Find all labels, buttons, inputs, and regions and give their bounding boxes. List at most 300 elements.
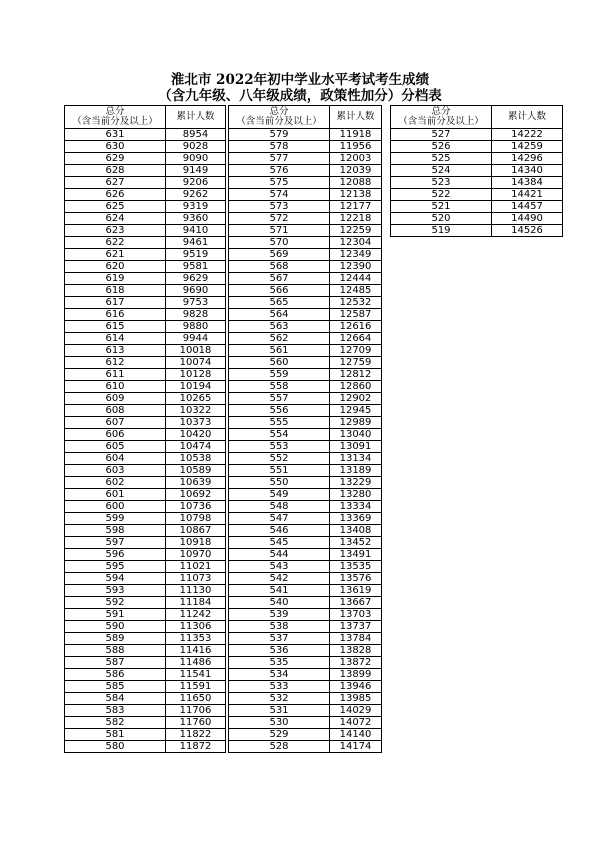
cumulative-count-cell: 14340 <box>492 165 563 177</box>
table-row <box>65 477 226 489</box>
table-row <box>65 453 226 465</box>
table-row <box>65 681 226 693</box>
header-score-line1: 总分 <box>269 105 289 117</box>
cumulative-count-cell: 13872 <box>330 657 382 669</box>
cumulative-count-cell: 13369 <box>330 513 382 525</box>
table-row <box>229 429 382 441</box>
table-row <box>229 309 382 321</box>
score-cell: 531 <box>229 705 330 717</box>
cumulative-count-cell: 10420 <box>166 429 226 441</box>
cumulative-count-cell: 11130 <box>166 585 226 597</box>
cumulative-count-cell: 9028 <box>166 141 226 153</box>
score-cell: 555 <box>229 417 330 429</box>
cumulative-count-cell: 13091 <box>330 441 382 453</box>
cumulative-count-cell: 13334 <box>330 501 382 513</box>
score-cell: 519 <box>391 225 492 237</box>
score-cell: 593 <box>65 585 166 597</box>
score-cell: 606 <box>65 429 166 441</box>
score-cell: 599 <box>65 513 166 525</box>
score-table-1 <box>64 105 226 753</box>
score-cell: 608 <box>65 405 166 417</box>
score-cell: 611 <box>65 369 166 381</box>
cumulative-count-cell: 12218 <box>330 213 382 225</box>
table-row <box>229 741 382 753</box>
table-row <box>229 561 382 573</box>
score-cell: 583 <box>65 705 166 717</box>
cumulative-count-cell: 13452 <box>330 537 382 549</box>
cumulative-count-cell: 11242 <box>166 609 226 621</box>
score-cell: 567 <box>229 273 330 285</box>
score-cell: 623 <box>65 225 166 237</box>
cumulative-count-cell: 11486 <box>166 657 226 669</box>
score-cell: 625 <box>65 201 166 213</box>
document-title-line1: 淮北市 2022年初中学业水平考试考生成绩 <box>170 72 430 88</box>
cumulative-count-cell: 11184 <box>166 597 226 609</box>
table-row <box>65 429 226 441</box>
score-table-3 <box>390 105 563 237</box>
table-row <box>65 729 226 741</box>
cumulative-count-cell: 14222 <box>492 129 563 141</box>
header-score-line1: 总分 <box>431 105 451 117</box>
table-row <box>229 633 382 645</box>
table-row <box>65 333 226 345</box>
score-cell: 594 <box>65 573 166 585</box>
cumulative-count-cell: 12304 <box>330 237 382 249</box>
cumulative-count-cell: 13737 <box>330 621 382 633</box>
header-total-score <box>229 106 330 129</box>
score-cell: 598 <box>65 525 166 537</box>
table-row <box>65 369 226 381</box>
score-cell: 522 <box>391 189 492 201</box>
table-row <box>229 273 382 285</box>
table-header-row <box>229 106 382 129</box>
cumulative-count-cell: 8954 <box>166 129 226 141</box>
score-cell: 563 <box>229 321 330 333</box>
cumulative-count-cell: 11918 <box>330 129 382 141</box>
cumulative-count-cell: 13576 <box>330 573 382 585</box>
cumulative-count-cell: 13491 <box>330 549 382 561</box>
score-cell: 589 <box>65 633 166 645</box>
table-row <box>229 297 382 309</box>
table-row <box>65 345 226 357</box>
score-cell: 577 <box>229 153 330 165</box>
cumulative-count-cell: 13667 <box>330 597 382 609</box>
table-row <box>65 309 226 321</box>
table-row <box>65 585 226 597</box>
table-row <box>65 441 226 453</box>
table-row <box>65 261 226 273</box>
cumulative-count-cell: 12709 <box>330 345 382 357</box>
table-row <box>65 537 226 549</box>
score-cell: 568 <box>229 261 330 273</box>
cumulative-count-cell: 9319 <box>166 201 226 213</box>
score-cell: 525 <box>391 153 492 165</box>
score-cell: 529 <box>229 729 330 741</box>
score-cell: 618 <box>65 285 166 297</box>
score-cell: 586 <box>65 669 166 681</box>
score-cell: 533 <box>229 681 330 693</box>
table-row <box>65 633 226 645</box>
score-cell: 556 <box>229 405 330 417</box>
table-row <box>65 669 226 681</box>
cumulative-count-cell: 13229 <box>330 477 382 489</box>
cumulative-count-cell: 10194 <box>166 381 226 393</box>
cumulative-count-cell: 9090 <box>166 153 226 165</box>
cumulative-count-cell: 10018 <box>166 345 226 357</box>
score-cell: 561 <box>229 345 330 357</box>
table-row <box>229 285 382 297</box>
cumulative-count-cell: 10322 <box>166 405 226 417</box>
score-cell: 539 <box>229 609 330 621</box>
table-row <box>229 357 382 369</box>
cumulative-count-cell: 10639 <box>166 477 226 489</box>
cumulative-count-cell: 12860 <box>330 381 382 393</box>
score-cell: 604 <box>65 453 166 465</box>
table-row <box>391 201 563 213</box>
score-cell: 564 <box>229 309 330 321</box>
cumulative-count-cell: 10474 <box>166 441 226 453</box>
cumulative-count-cell: 13189 <box>330 465 382 477</box>
score-cell: 575 <box>229 177 330 189</box>
score-cell: 552 <box>229 453 330 465</box>
cumulative-count-cell: 14029 <box>330 705 382 717</box>
score-cell: 603 <box>65 465 166 477</box>
table-row <box>65 501 226 513</box>
cumulative-count-cell: 10128 <box>166 369 226 381</box>
score-cell: 540 <box>229 597 330 609</box>
table-row <box>229 249 382 261</box>
score-cell: 609 <box>65 393 166 405</box>
score-cell: 627 <box>65 177 166 189</box>
table-row <box>229 417 382 429</box>
cumulative-count-cell: 14072 <box>330 717 382 729</box>
score-cell: 526 <box>391 141 492 153</box>
header-cumulative-count: 累计人数 <box>492 106 563 129</box>
cumulative-count-cell: 11021 <box>166 561 226 573</box>
table-row <box>229 585 382 597</box>
cumulative-count-cell: 14140 <box>330 729 382 741</box>
cumulative-count-cell: 13784 <box>330 633 382 645</box>
cumulative-count-cell: 13899 <box>330 669 382 681</box>
table-row <box>229 489 382 501</box>
score-cell: 536 <box>229 645 330 657</box>
table-row <box>229 261 382 273</box>
cumulative-count-cell: 10736 <box>166 501 226 513</box>
score-cell: 557 <box>229 393 330 405</box>
cumulative-count-cell: 12532 <box>330 297 382 309</box>
table-row <box>65 285 226 297</box>
score-cell: 578 <box>229 141 330 153</box>
cumulative-count-cell: 10970 <box>166 549 226 561</box>
table-row <box>229 153 382 165</box>
cumulative-count-cell: 12759 <box>330 357 382 369</box>
table-row <box>229 597 382 609</box>
cumulative-count-cell: 12349 <box>330 249 382 261</box>
cumulative-count-cell: 13408 <box>330 525 382 537</box>
cumulative-count-cell: 12587 <box>330 309 382 321</box>
score-cell: 592 <box>65 597 166 609</box>
table-row <box>391 225 563 237</box>
score-cell: 629 <box>65 153 166 165</box>
table-row <box>229 621 382 633</box>
score-cell: 615 <box>65 321 166 333</box>
score-cell: 559 <box>229 369 330 381</box>
score-cell: 551 <box>229 465 330 477</box>
score-cell: 631 <box>65 129 166 141</box>
table-row <box>65 177 226 189</box>
table-row <box>65 513 226 525</box>
score-cell: 547 <box>229 513 330 525</box>
score-cell: 534 <box>229 669 330 681</box>
table-row <box>65 693 226 705</box>
score-cell: 596 <box>65 549 166 561</box>
cumulative-count-cell: 11306 <box>166 621 226 633</box>
score-cell: 548 <box>229 501 330 513</box>
table-row <box>65 213 226 225</box>
cumulative-count-cell: 14526 <box>492 225 563 237</box>
table-row <box>229 477 382 489</box>
cumulative-count-cell: 11760 <box>166 717 226 729</box>
table-row <box>229 369 382 381</box>
table-row <box>391 129 563 141</box>
cumulative-count-cell: 12444 <box>330 273 382 285</box>
score-cell: 621 <box>65 249 166 261</box>
cumulative-count-cell: 9581 <box>166 261 226 273</box>
cumulative-count-cell: 10918 <box>166 537 226 549</box>
table-row <box>65 573 226 585</box>
document-title-line2: （含九年级、八年级成绩，政策性加分）分档表 <box>158 88 442 104</box>
score-cell: 612 <box>65 357 166 369</box>
table-row <box>229 669 382 681</box>
cumulative-count-cell: 12390 <box>330 261 382 273</box>
score-cell: 584 <box>65 693 166 705</box>
score-cell: 587 <box>65 657 166 669</box>
table-row <box>229 705 382 717</box>
score-cell: 622 <box>65 237 166 249</box>
cumulative-count-cell: 14259 <box>492 141 563 153</box>
table-row <box>65 297 226 309</box>
table-row <box>229 141 382 153</box>
cumulative-count-cell: 9753 <box>166 297 226 309</box>
cumulative-count-cell: 9360 <box>166 213 226 225</box>
cumulative-count-cell: 12003 <box>330 153 382 165</box>
table-row <box>65 417 226 429</box>
cumulative-count-cell: 13619 <box>330 585 382 597</box>
table-row <box>229 345 382 357</box>
score-cell: 613 <box>65 345 166 357</box>
table-row <box>65 489 226 501</box>
cumulative-count-cell: 9262 <box>166 189 226 201</box>
score-cell: 601 <box>65 489 166 501</box>
table-row <box>229 573 382 585</box>
table-row <box>65 405 226 417</box>
cumulative-count-cell: 11822 <box>166 729 226 741</box>
table-row <box>65 141 226 153</box>
cumulative-count-cell: 12259 <box>330 225 382 237</box>
score-cell: 600 <box>65 501 166 513</box>
header-score-line2: （含当前分及以上） <box>398 116 484 127</box>
table-row <box>65 189 226 201</box>
score-cell: 558 <box>229 381 330 393</box>
score-cell: 530 <box>229 717 330 729</box>
cumulative-count-cell: 12138 <box>330 189 382 201</box>
cumulative-count-cell: 12989 <box>330 417 382 429</box>
score-cell: 532 <box>229 693 330 705</box>
score-cell: 520 <box>391 213 492 225</box>
score-cell: 524 <box>391 165 492 177</box>
table-row <box>229 549 382 561</box>
score-cell: 630 <box>65 141 166 153</box>
score-cell: 617 <box>65 297 166 309</box>
score-cell: 528 <box>229 741 330 753</box>
table-row <box>229 405 382 417</box>
cumulative-count-cell: 11541 <box>166 669 226 681</box>
score-cell: 624 <box>65 213 166 225</box>
score-cell: 565 <box>229 297 330 309</box>
score-cell: 580 <box>65 741 166 753</box>
cumulative-count-cell: 11073 <box>166 573 226 585</box>
score-cell: 616 <box>65 309 166 321</box>
table-row <box>65 249 226 261</box>
table-row <box>229 717 382 729</box>
table-row <box>65 549 226 561</box>
cumulative-count-cell: 11872 <box>166 741 226 753</box>
table-row <box>229 321 382 333</box>
cumulative-count-cell: 12902 <box>330 393 382 405</box>
table-row <box>65 645 226 657</box>
score-cell: 546 <box>229 525 330 537</box>
score-cell: 560 <box>229 357 330 369</box>
score-cell: 576 <box>229 165 330 177</box>
table-row <box>229 609 382 621</box>
header-cumulative-count: 累计人数 <box>330 106 382 129</box>
cumulative-count-cell: 9461 <box>166 237 226 249</box>
table-row <box>65 525 226 537</box>
table-row <box>65 237 226 249</box>
table-header-row <box>391 106 563 129</box>
table-row <box>65 165 226 177</box>
cumulative-count-cell: 10074 <box>166 357 226 369</box>
cumulative-count-cell: 11706 <box>166 705 226 717</box>
score-cell: 542 <box>229 573 330 585</box>
score-cell: 619 <box>65 273 166 285</box>
table-row <box>229 537 382 549</box>
cumulative-count-cell: 11416 <box>166 645 226 657</box>
cumulative-count-cell: 10798 <box>166 513 226 525</box>
table-row <box>391 153 563 165</box>
table-row <box>65 465 226 477</box>
table-row <box>229 525 382 537</box>
table-row <box>229 465 382 477</box>
cumulative-count-cell: 11956 <box>330 141 382 153</box>
table-row <box>391 213 563 225</box>
table-row <box>65 597 226 609</box>
table-row <box>65 225 226 237</box>
cumulative-count-cell: 9519 <box>166 249 226 261</box>
table-row <box>391 189 563 201</box>
header-total-score <box>65 106 166 129</box>
table-row <box>229 165 382 177</box>
score-cell: 554 <box>229 429 330 441</box>
score-cell: 605 <box>65 441 166 453</box>
cumulative-count-cell: 11650 <box>166 693 226 705</box>
cumulative-count-cell: 13535 <box>330 561 382 573</box>
table-row <box>229 657 382 669</box>
cumulative-count-cell: 13703 <box>330 609 382 621</box>
table-row <box>65 381 226 393</box>
cumulative-count-cell: 13040 <box>330 429 382 441</box>
table-row <box>65 129 226 141</box>
cumulative-count-cell: 14296 <box>492 153 563 165</box>
score-cell: 620 <box>65 261 166 273</box>
table-row <box>229 225 382 237</box>
cumulative-count-cell: 11591 <box>166 681 226 693</box>
header-score-line2: （含当前分及以上） <box>236 116 322 127</box>
score-cell: 545 <box>229 537 330 549</box>
score-cell: 610 <box>65 381 166 393</box>
cumulative-count-cell: 14421 <box>492 189 563 201</box>
score-cell: 549 <box>229 489 330 501</box>
score-cell: 574 <box>229 189 330 201</box>
cumulative-count-cell: 9149 <box>166 165 226 177</box>
cumulative-count-cell: 11353 <box>166 633 226 645</box>
header-score-line2: （含当前分及以上） <box>72 116 158 127</box>
score-cell: 628 <box>65 165 166 177</box>
table-row <box>229 393 382 405</box>
score-cell: 579 <box>229 129 330 141</box>
score-cell: 527 <box>391 129 492 141</box>
cumulative-count-cell: 12664 <box>330 333 382 345</box>
cumulative-count-cell: 10589 <box>166 465 226 477</box>
score-cell: 597 <box>65 537 166 549</box>
score-cell: 521 <box>391 201 492 213</box>
cumulative-count-cell: 9880 <box>166 321 226 333</box>
cumulative-count-cell: 10692 <box>166 489 226 501</box>
table-row <box>229 333 382 345</box>
cumulative-count-cell: 12812 <box>330 369 382 381</box>
table-row <box>229 693 382 705</box>
header-cumulative-count: 累计人数 <box>166 106 226 129</box>
score-cell: 582 <box>65 717 166 729</box>
table-row <box>229 681 382 693</box>
cumulative-count-cell: 14384 <box>492 177 563 189</box>
cumulative-count-cell: 12945 <box>330 405 382 417</box>
cumulative-count-cell: 9828 <box>166 309 226 321</box>
score-cell: 573 <box>229 201 330 213</box>
cumulative-count-cell: 14174 <box>330 741 382 753</box>
table-row <box>65 321 226 333</box>
score-cell: 571 <box>229 225 330 237</box>
score-cell: 626 <box>65 189 166 201</box>
cumulative-count-cell: 9690 <box>166 285 226 297</box>
score-cell: 588 <box>65 645 166 657</box>
score-cell: 537 <box>229 633 330 645</box>
table-row <box>65 621 226 633</box>
cumulative-count-cell: 10373 <box>166 417 226 429</box>
table-row <box>65 741 226 753</box>
cumulative-count-cell: 13946 <box>330 681 382 693</box>
score-cell: 535 <box>229 657 330 669</box>
table-row <box>229 453 382 465</box>
cumulative-count-cell: 9629 <box>166 273 226 285</box>
score-cell: 602 <box>65 477 166 489</box>
table-row <box>229 381 382 393</box>
table-row <box>229 201 382 213</box>
cumulative-count-cell: 10265 <box>166 393 226 405</box>
score-cell: 591 <box>65 609 166 621</box>
table-row <box>65 153 226 165</box>
table-row <box>65 705 226 717</box>
